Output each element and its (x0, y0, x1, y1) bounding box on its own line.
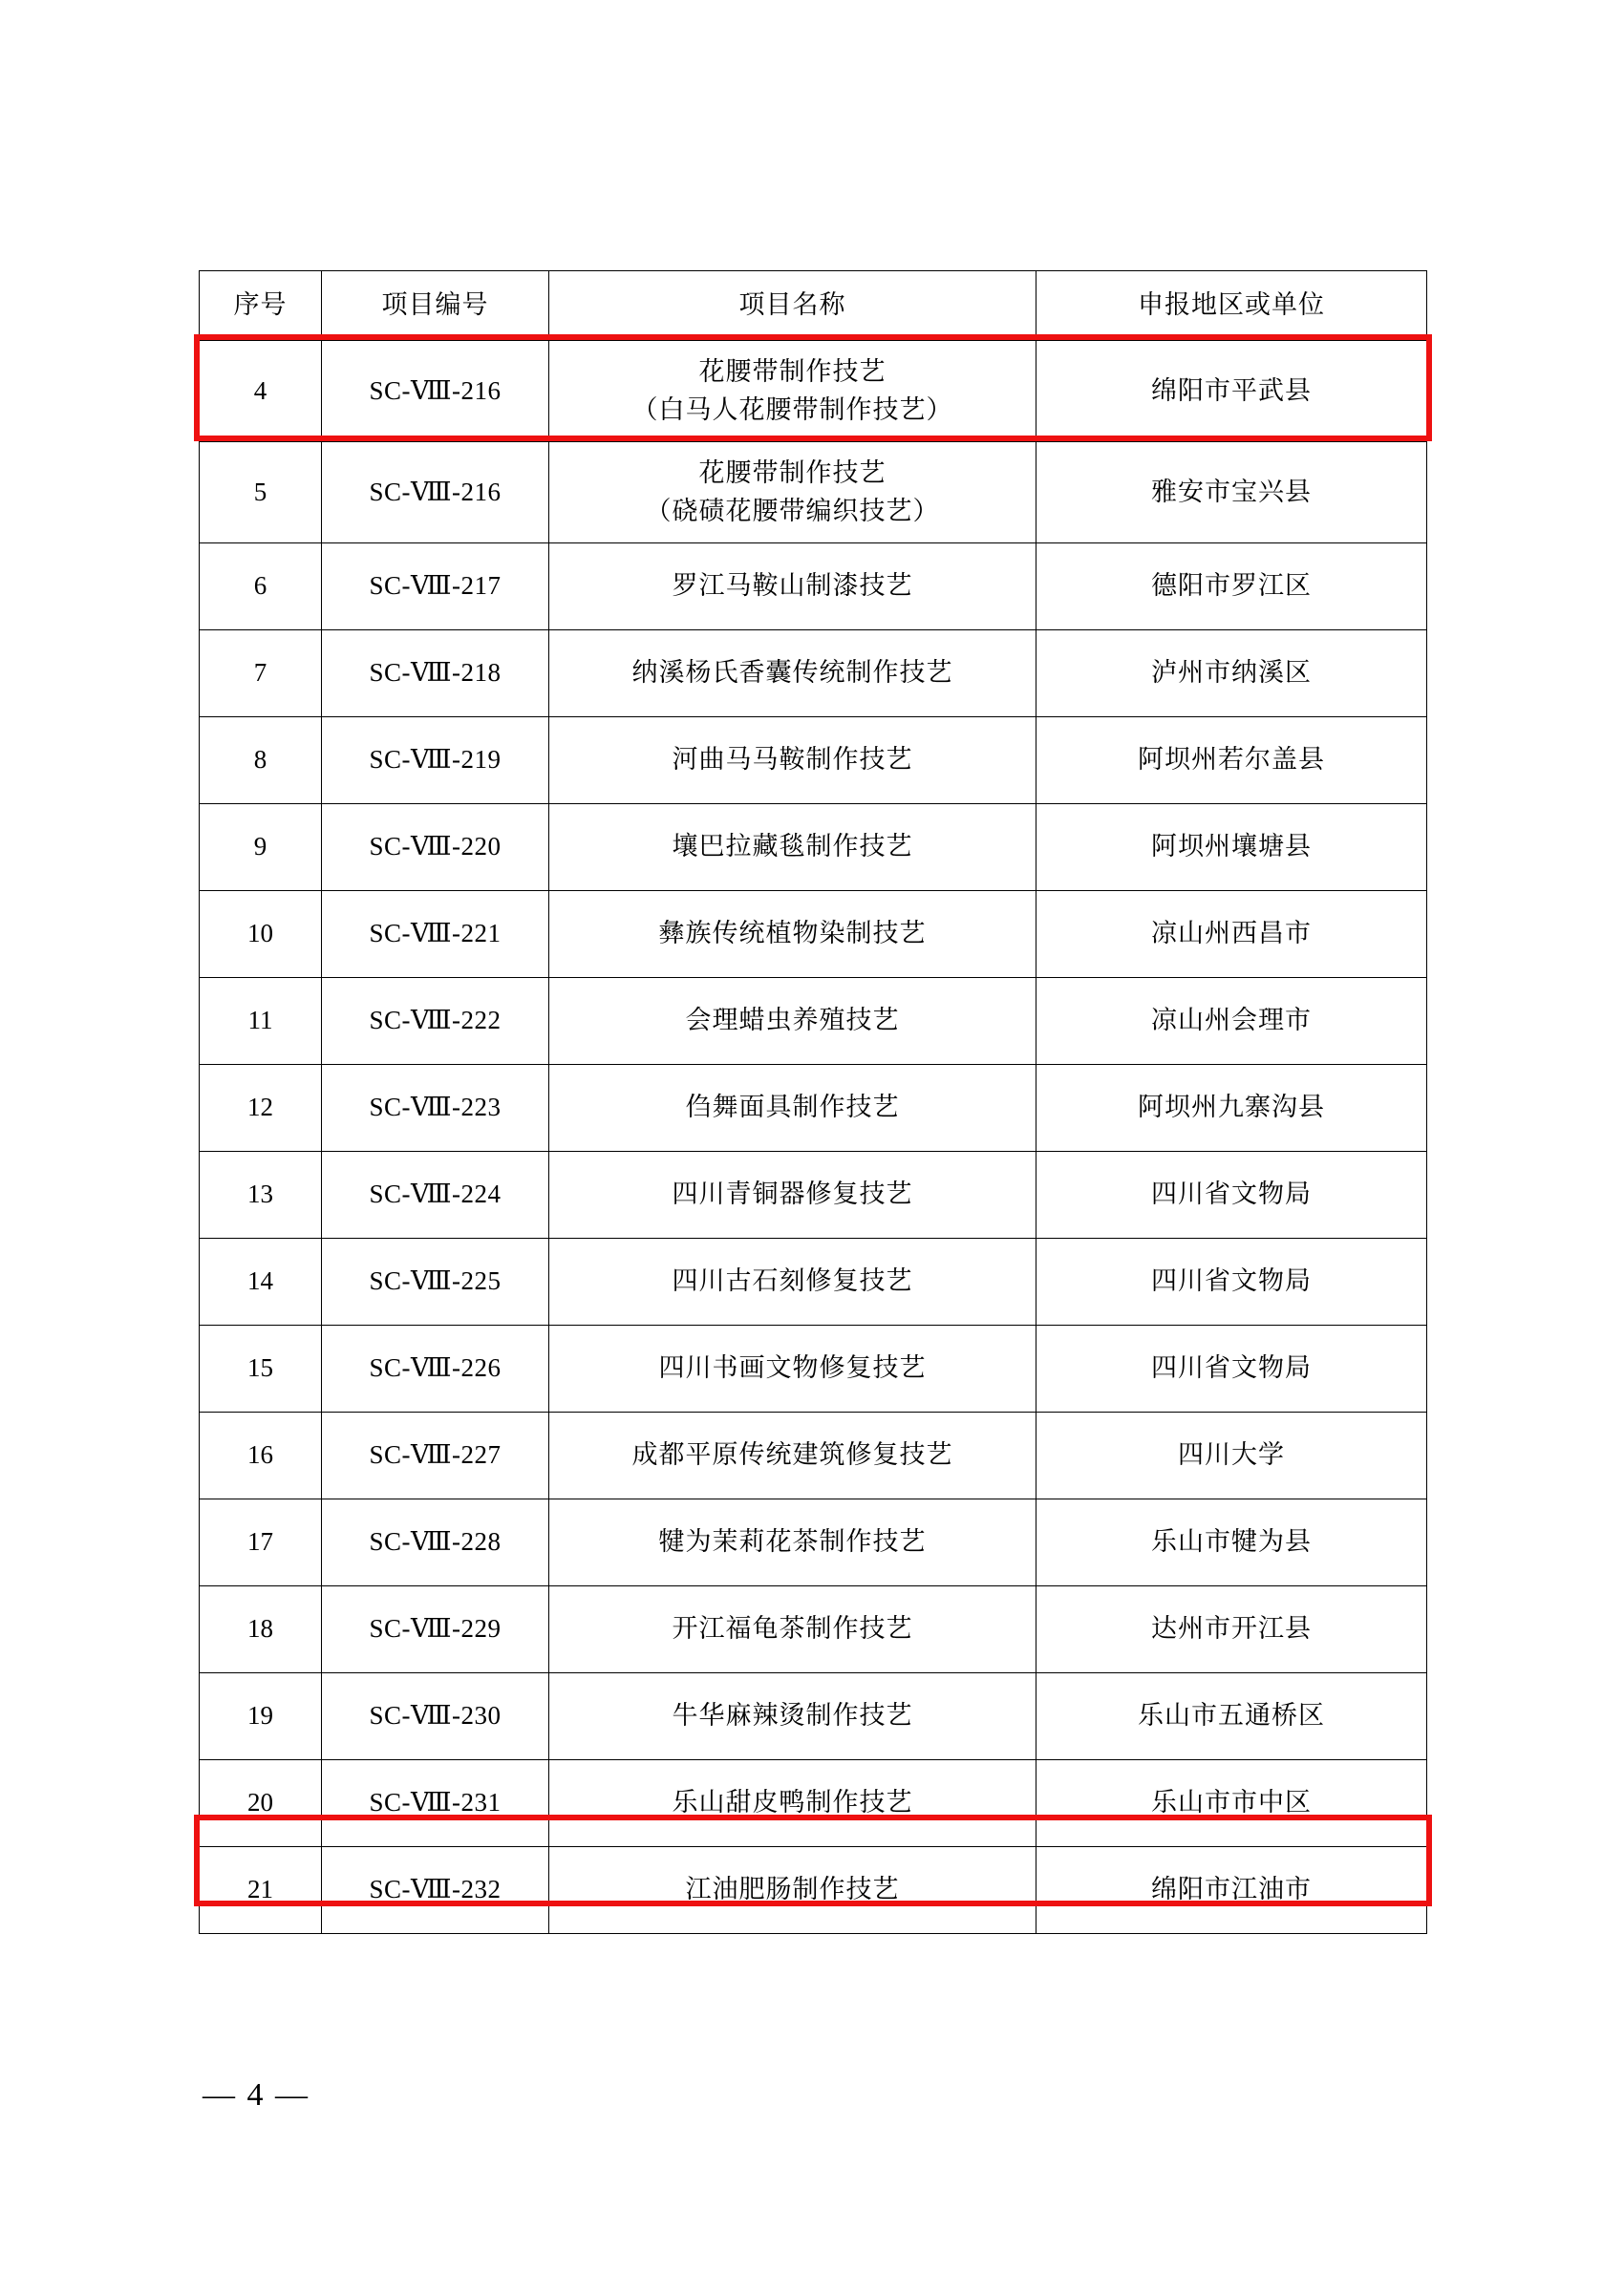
table-row (200, 978, 1427, 1065)
table-row (200, 1499, 1427, 1586)
table-row (200, 543, 1427, 630)
cell-region: 凉山州会理市 (1036, 978, 1427, 1065)
cell-seq: 21 (200, 1847, 322, 1934)
cell-code: SC-Ⅷ-217 (322, 543, 549, 630)
cell-seq: 8 (200, 717, 322, 804)
table-row (200, 1586, 1427, 1673)
cell-region: 四川省文物局 (1036, 1326, 1427, 1413)
table-header-row (200, 271, 1427, 341)
table-row (200, 1326, 1427, 1413)
cell-name: 江油肥肠制作技艺 (549, 1847, 1036, 1934)
cell-seq: 11 (200, 978, 322, 1065)
cell-region: 乐山市五通桥区 (1036, 1673, 1427, 1760)
cell-code: SC-Ⅷ-216 (322, 442, 549, 543)
cell-name-line1: 花腰带制作技艺 (698, 357, 887, 387)
cell-region: 四川省文物局 (1036, 1152, 1427, 1239)
table-row (200, 1413, 1427, 1499)
cell-code: SC-Ⅷ-220 (322, 804, 549, 891)
cell-code: SC-Ⅷ-230 (322, 1673, 549, 1760)
page-number: — 4 — (203, 2077, 310, 2113)
cell-code: SC-Ⅷ-216 (322, 341, 549, 442)
column-header-seq: 序号 (200, 271, 322, 341)
cell-name-line2: （硗碛花腰带编织技艺） (645, 496, 940, 525)
cell-name: 彝族传统植物染制技艺 (549, 891, 1036, 978)
cell-seq: 9 (200, 804, 322, 891)
cell-region: 绵阳市江油市 (1036, 1847, 1427, 1934)
cell-name: 纳溪杨氏香囊传统制作技艺 (549, 630, 1036, 717)
cell-name: 四川青铜器修复技艺 (549, 1152, 1036, 1239)
cell-code: SC-Ⅷ-219 (322, 717, 549, 804)
table-row (200, 1239, 1427, 1326)
cell-name-line2: （白马人花腰带制作技艺） (631, 394, 953, 424)
column-header-name: 项目名称 (549, 271, 1036, 341)
cell-name (549, 341, 1036, 442)
cell-name: 开江福龟茶制作技艺 (549, 1586, 1036, 1673)
cell-name: 乐山甜皮鸭制作技艺 (549, 1760, 1036, 1847)
cell-code: SC-Ⅷ-224 (322, 1152, 549, 1239)
cell-seq: 17 (200, 1499, 322, 1586)
cell-region: 阿坝州九寨沟县 (1036, 1065, 1427, 1152)
cell-code: SC-Ⅷ-226 (322, 1326, 549, 1413)
cell-seq: 18 (200, 1586, 322, 1673)
table-row (200, 442, 1427, 543)
cell-code: SC-Ⅷ-218 (322, 630, 549, 717)
table-row (200, 717, 1427, 804)
cell-name: 犍为茉莉花茶制作技艺 (549, 1499, 1036, 1586)
cell-code: SC-Ⅷ-225 (322, 1239, 549, 1326)
cell-name: 四川书画文物修复技艺 (549, 1326, 1036, 1413)
table-row (200, 630, 1427, 717)
cell-code: SC-Ⅷ-228 (322, 1499, 549, 1586)
cell-code: SC-Ⅷ-222 (322, 978, 549, 1065)
cell-name: 壤巴拉藏毯制作技艺 (549, 804, 1036, 891)
project-table-container (199, 270, 1426, 1934)
cell-code: SC-Ⅷ-221 (322, 891, 549, 978)
cell-seq: 16 (200, 1413, 322, 1499)
cell-code: SC-Ⅷ-231 (322, 1760, 549, 1847)
cell-region: 雅安市宝兴县 (1036, 442, 1427, 543)
cell-region: 泸州市纳溪区 (1036, 630, 1427, 717)
cell-seq: 6 (200, 543, 322, 630)
cell-seq: 19 (200, 1673, 322, 1760)
cell-region: 四川大学 (1036, 1413, 1427, 1499)
cell-seq: 12 (200, 1065, 322, 1152)
table-row (200, 1673, 1427, 1760)
cell-name: 会理蜡虫养殖技艺 (549, 978, 1036, 1065)
table-row (200, 891, 1427, 978)
cell-name: 牛华麻辣烫制作技艺 (549, 1673, 1036, 1760)
table-row (200, 804, 1427, 891)
project-table (199, 270, 1427, 1934)
cell-region: 德阳市罗江区 (1036, 543, 1427, 630)
table-row (200, 1847, 1427, 1934)
cell-region: 阿坝州若尔盖县 (1036, 717, 1427, 804)
table-row (200, 341, 1427, 442)
cell-name: 四川古石刻修复技艺 (549, 1239, 1036, 1326)
cell-seq: 13 (200, 1152, 322, 1239)
cell-name: 㑇舞面具制作技艺 (549, 1065, 1036, 1152)
column-header-code: 项目编号 (322, 271, 549, 341)
cell-code: SC-Ⅷ-227 (322, 1413, 549, 1499)
cell-seq: 20 (200, 1760, 322, 1847)
cell-code: SC-Ⅷ-232 (322, 1847, 549, 1934)
cell-code: SC-Ⅷ-229 (322, 1586, 549, 1673)
cell-seq: 14 (200, 1239, 322, 1326)
cell-seq: 7 (200, 630, 322, 717)
cell-seq: 4 (200, 341, 322, 442)
cell-name: 成都平原传统建筑修复技艺 (549, 1413, 1036, 1499)
cell-code: SC-Ⅷ-223 (322, 1065, 549, 1152)
cell-region: 达州市开江县 (1036, 1586, 1427, 1673)
cell-region: 乐山市市中区 (1036, 1760, 1427, 1847)
table-row (200, 1065, 1427, 1152)
cell-name-line1: 花腰带制作技艺 (698, 458, 887, 488)
column-header-region: 申报地区或单位 (1036, 271, 1427, 341)
cell-region: 阿坝州壤塘县 (1036, 804, 1427, 891)
table-body (200, 341, 1427, 1934)
table-row (200, 1760, 1427, 1847)
cell-name: 河曲马马鞍制作技艺 (549, 717, 1036, 804)
cell-seq: 5 (200, 442, 322, 543)
cell-region: 凉山州西昌市 (1036, 891, 1427, 978)
cell-region: 绵阳市平武县 (1036, 341, 1427, 442)
cell-seq: 15 (200, 1326, 322, 1413)
table-header (200, 271, 1427, 341)
cell-region: 四川省文物局 (1036, 1239, 1427, 1326)
cell-region: 乐山市犍为县 (1036, 1499, 1427, 1586)
table-row (200, 1152, 1427, 1239)
cell-name (549, 442, 1036, 543)
cell-name: 罗江马鞍山制漆技艺 (549, 543, 1036, 630)
cell-seq: 10 (200, 891, 322, 978)
